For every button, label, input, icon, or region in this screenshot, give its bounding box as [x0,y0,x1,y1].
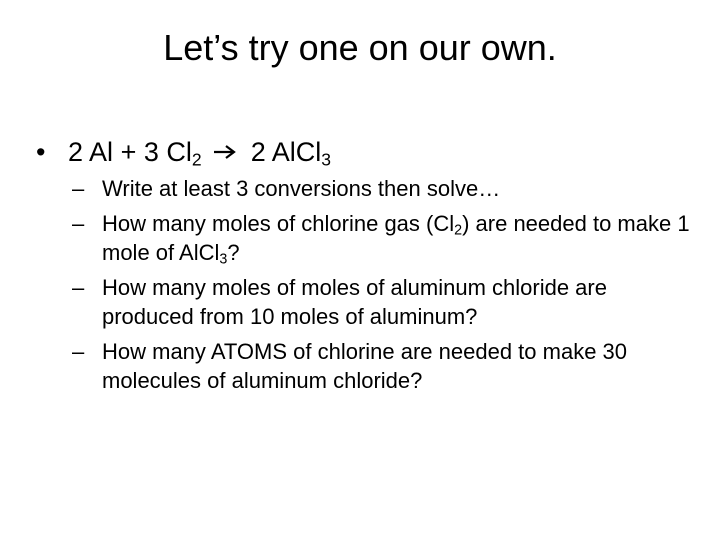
list-item [72,209,692,267]
sub-bullet-marker: – [72,275,85,300]
list-item [72,273,692,331]
list-item [72,174,692,203]
slide-title: Let’s try one on our own. [163,27,557,68]
list-item-text: How many moles of chlorine gas $(Cl_2)$ are needed to make 1 mole of AlCl$_3$? [102,211,690,268]
question-list [72,174,692,401]
sub-bullet-marker: – [72,211,85,236]
equation-element-chlorine: $Cl_2$ [166,137,202,170]
list-item-text: How many moles of moles of aluminum chloride are produced from 10 moles of aluminum? [102,275,607,329]
bullet-marker: • [36,137,46,167]
list-item-text: How many ATOMS of chlorine are needed to make 30 molecules of aluminum chloride? [102,339,628,393]
sub-bullet-marker: – [72,339,85,364]
sub-bullet-marker: – [72,176,85,201]
subscript: 2 [191,149,202,170]
equation-coef-3: 2 [250,137,266,167]
right-arrow-icon [213,144,237,160]
equation-product-aluminum-chloride: AlCl$_3$ [271,137,332,170]
list-item-text: Write at least 3 conversions then solve… [102,176,501,201]
subscript: 3 [321,149,332,170]
equation-bullet [36,132,686,172]
equation-coef-2: 3 [143,137,159,167]
equation-plus: + [120,137,137,167]
subscript: 2 [454,222,463,239]
list-item [72,337,692,395]
equation-element-aluminum: Al [89,137,114,167]
subscript: 3 [219,251,228,268]
equation-coef-1: 2 [68,137,84,167]
chemical-equation [68,132,331,172]
